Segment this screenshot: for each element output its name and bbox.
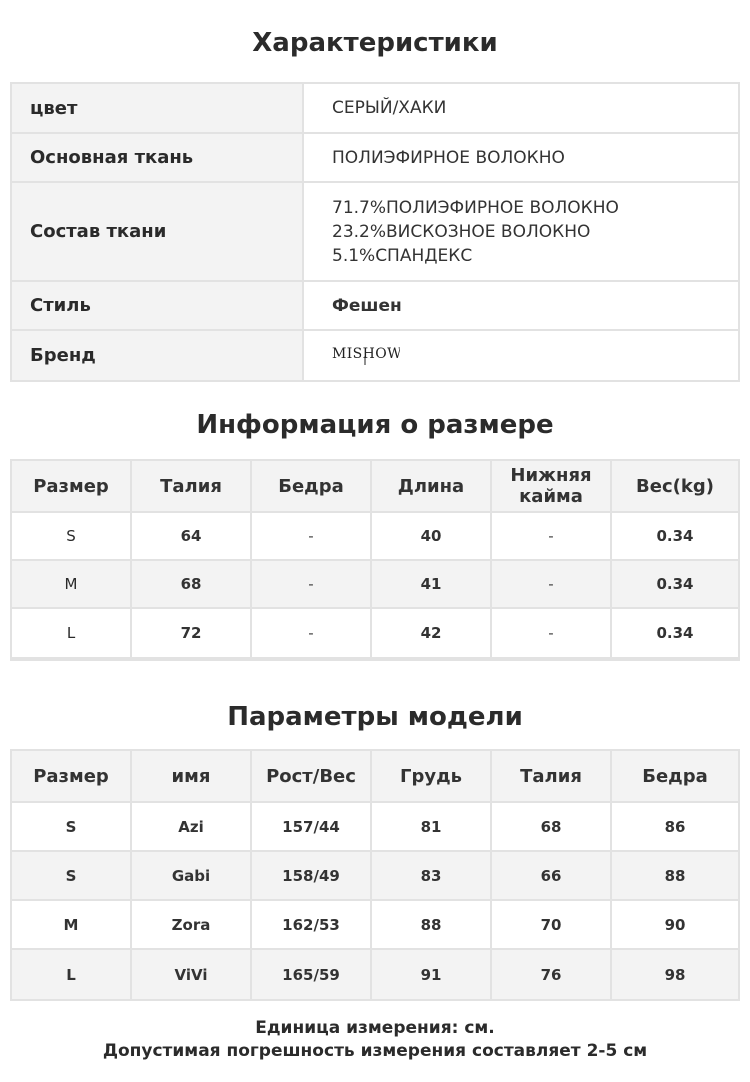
hips-cell: 98: [612, 950, 738, 999]
hips-cell: -: [252, 561, 372, 609]
header-cell: Грудь: [372, 751, 492, 803]
characteristics-table: [10, 82, 740, 382]
length-cell: 40: [372, 513, 492, 561]
hem-cell: -: [492, 561, 612, 609]
waist-cell: 64: [132, 513, 252, 561]
table-row: [12, 852, 738, 901]
hem-cell: -: [492, 513, 612, 561]
height-weight-cell: 157/44: [252, 803, 372, 852]
table-row: [12, 609, 738, 657]
length-cell: 41: [372, 561, 492, 609]
size-cell: L: [12, 950, 132, 999]
characteristics-title: Характеристики: [252, 28, 498, 58]
header-cell: Талия: [132, 461, 252, 513]
waist-cell: 68: [132, 561, 252, 609]
char-row-main-fabric: [12, 134, 738, 183]
char-value-brand: [304, 331, 738, 380]
model-params-table: [10, 749, 740, 1001]
chest-cell: 91: [372, 950, 492, 999]
header-cell: Рост/Вес: [252, 751, 372, 803]
model-params-title: Параметры модели: [227, 702, 523, 732]
char-row-composition: [12, 183, 738, 282]
header-cell: Размер: [12, 751, 132, 803]
table-row: [12, 950, 738, 999]
table-row: [12, 513, 738, 561]
size-cell: M: [12, 901, 132, 950]
char-value: СЕРЫЙ/ХАКИ: [304, 84, 738, 134]
header-cell: Бедра: [252, 461, 372, 513]
header-cell: Бедра: [612, 751, 738, 803]
svg-text:MISHOW: MISHOW: [332, 345, 400, 362]
char-label: цвет: [12, 84, 304, 134]
char-row-color: [12, 84, 738, 134]
char-value-composition: [304, 183, 738, 282]
table-row: [12, 901, 738, 950]
char-value: Фешен: [304, 282, 738, 331]
hips-cell: 88: [612, 852, 738, 901]
char-row-brand: [12, 331, 738, 380]
char-value: ПОЛИЭФИРНОЕ ВОЛОКНО: [304, 134, 738, 183]
weight-cell: 0.34: [612, 513, 738, 561]
chest-cell: 81: [372, 803, 492, 852]
brand-logo-art: [332, 343, 400, 365]
size-cell: S: [12, 803, 132, 852]
measurement-note: [0, 1017, 750, 1063]
name-cell: Azi: [132, 803, 252, 852]
size-cell: S: [12, 513, 132, 561]
name-cell: Gabi: [132, 852, 252, 901]
chest-cell: 88: [372, 901, 492, 950]
header-cell: Нижняя кайма: [492, 461, 612, 513]
height-weight-cell: 165/59: [252, 950, 372, 999]
waist-cell: 66: [492, 852, 612, 901]
waist-cell: 68: [492, 803, 612, 852]
weight-cell: 0.34: [612, 609, 738, 657]
header-cell: Талия: [492, 751, 612, 803]
char-label: Бренд: [12, 331, 304, 380]
hips-cell: 86: [612, 803, 738, 852]
table-row: [12, 561, 738, 609]
waist-cell: 72: [132, 609, 252, 657]
header-cell: Длина: [372, 461, 492, 513]
composition-line: 23.2%ВИСКОЗНОЕ ВОЛОКНО: [332, 221, 591, 242]
size-cell: M: [12, 561, 132, 609]
size-info-table: [10, 459, 740, 661]
name-cell: Zora: [132, 901, 252, 950]
char-label: Основная ткань: [12, 134, 304, 183]
hem-cell: -: [492, 609, 612, 657]
length-cell: 42: [372, 609, 492, 657]
char-label: Состав ткани: [12, 183, 304, 282]
char-row-style: [12, 282, 738, 331]
table-row: [12, 803, 738, 852]
size-cell: L: [12, 609, 132, 657]
composition-line: 5.1%СПАНДЕКС: [332, 245, 473, 266]
header-cell: Вес(kg): [612, 461, 738, 513]
height-weight-cell: 158/49: [252, 852, 372, 901]
hips-cell: 90: [612, 901, 738, 950]
size-info-title: Информация о размере: [196, 410, 554, 440]
chest-cell: 83: [372, 852, 492, 901]
waist-cell: 76: [492, 950, 612, 999]
hips-cell: -: [252, 513, 372, 561]
size-cell: S: [12, 852, 132, 901]
height-weight-cell: 162/53: [252, 901, 372, 950]
tolerance-note: Допустимая погрешность измерения составляет 2-5 см: [102, 1041, 648, 1061]
units-note: Единица измерения: см.: [255, 1018, 495, 1038]
char-label: Стиль: [12, 282, 304, 331]
name-cell: ViVi: [132, 950, 252, 999]
composition-line: 71.7%ПОЛИЭФИРНОЕ ВОЛОКНО: [332, 197, 619, 218]
brand-logo: [332, 343, 400, 369]
table-header-row: [12, 461, 738, 513]
waist-cell: 70: [492, 901, 612, 950]
hips-cell: -: [252, 609, 372, 657]
header-cell: Размер: [12, 461, 132, 513]
weight-cell: 0.34: [612, 561, 738, 609]
table-header-row: [12, 751, 738, 803]
header-cell: имя: [132, 751, 252, 803]
